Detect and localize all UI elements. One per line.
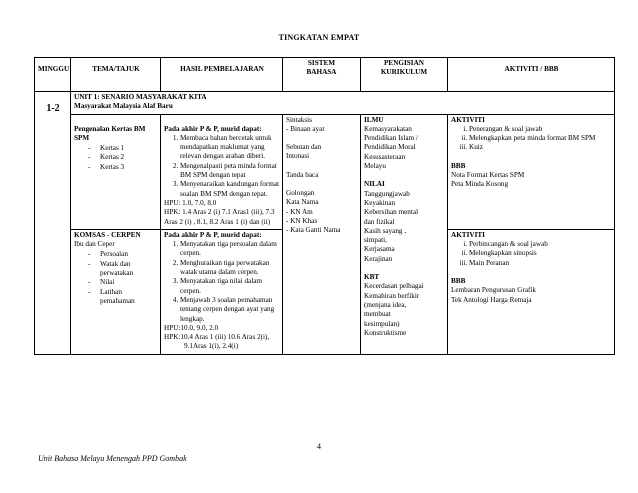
list-item: 1. Menyatakan tiga persoalan dalam cerpen. [180, 240, 280, 259]
hasil-list [164, 240, 280, 324]
list-item: - Nilai [88, 278, 158, 287]
list-item: 1. Membaca bahan bercetak untuk mendapatkan maklumat yang relevan dengan arahan diberi. [180, 134, 280, 162]
list-item: - Persoalan [88, 250, 158, 259]
pengisian-line: Kesusasteraan [364, 152, 406, 161]
pengisian-line: Tanggungjawab [364, 189, 410, 198]
document-title: TINGKATAN EMPAT [278, 33, 360, 42]
list-item: 3. Menyenaraikan kandungan format soalan BM SPM dengan tepat. [180, 180, 280, 199]
list-item: i. Penerangan & soal jawab [469, 125, 612, 134]
footer-text: Unit Bahasa Melayu Menengah PPD Gombak [38, 454, 187, 463]
hasil-hpk-cont: 9.1Aras 1(i), 2.4(i) [184, 342, 239, 351]
pengisian-line: Keyakinan [364, 198, 396, 207]
bbb-line: Peta Minda Kosong [451, 180, 509, 189]
sistem-line: Sebutan dan [286, 143, 322, 152]
header-sistem: SISTEM BAHASA [283, 58, 361, 92]
pengisian-line: Melayu [364, 162, 386, 171]
unit-title: UNIT 1: SENARIO MASYARAKAT KITA [74, 93, 207, 101]
header-aktiviti: AKTIVITI / BBB [448, 58, 615, 92]
list-item: 3. Menyatakan tiga nilai dalam cerpen. [180, 277, 280, 296]
sistem-line: Tanda baca [286, 170, 319, 179]
aktiviti-list [451, 125, 612, 153]
bbb-line: Lembaran Pengurusan Grafik [451, 286, 537, 295]
pengisian-line: kesimpulan) [364, 319, 400, 328]
pengisian-line: dan fizikal [364, 217, 395, 226]
nilai-heading: NILAI [364, 180, 385, 189]
bbb-line: Nota Format Kertas SPM [451, 171, 525, 180]
lesson-plan-table [34, 57, 615, 355]
aktiviti-heading: AKTIVITI [451, 115, 485, 124]
sistem-line: Golongan [286, 189, 315, 198]
hasil-hpu: HPU: 1.0, 7.0, 8.0 [164, 198, 217, 207]
header-tema: TEMA/TAJUK [71, 58, 161, 92]
ilmu-heading: ILMU [364, 115, 384, 124]
list-item: 2. Mengenalpasti peta minda format BM SPM dengan tepat [180, 162, 280, 181]
hasil-hpk: HPK: 1.4 Aras 2 (i) 7.1 Aras1 (iii), 7.3 Aras 2 (i) , 8.1, 8.2 Aras 1 (i) dan (ii) [164, 208, 275, 226]
tema-title: KOMSAS - CERPEN [74, 230, 141, 239]
table-row [35, 114, 615, 229]
sistem-line: - KN Am [286, 207, 313, 216]
pengisian-line: Kemahiran berfikir [364, 291, 420, 300]
aktiviti-list [451, 240, 612, 268]
aktiviti-cell-2 [448, 229, 615, 354]
hasil-heading: Pada akhir P & P, murid dapat: [164, 124, 262, 133]
sistem-line: - KN Khas [286, 216, 318, 225]
bbb-heading: BBB [451, 277, 466, 286]
list-item: i. Perbincangan & soal jawab [469, 240, 612, 249]
pengisian-line: (menjana idea, [364, 300, 407, 309]
week-cell: 1-2 [35, 92, 71, 355]
pengisian-line: Kerjasama [364, 245, 395, 254]
list-item: - Kertas 3 [88, 163, 158, 172]
hasil-cell-2 [161, 229, 283, 354]
list-item: iii. Kuiz [469, 143, 612, 152]
aktiviti-heading: AKTIVITI [451, 230, 485, 239]
header-pengisian: PENGISIAN KURIKULUM [361, 58, 448, 92]
pengisian-line: simpati, [364, 236, 387, 245]
list-item: ii. Melengkapkan sinopsis [469, 249, 612, 258]
tema-title-cont: SPM [74, 133, 90, 142]
hasil-heading: Pada akhir P & P, murid dapat: [164, 230, 262, 239]
list-item: 2. Menghuraikan tiga perwatakan watak utama dalam cerpen. [180, 259, 280, 278]
list-item: - Latihan pemahaman [88, 288, 158, 307]
header-hasil: HASIL PEMBELAJARAN [161, 58, 283, 92]
bbb-line: Tek Antologi Harga Remaja [451, 295, 532, 304]
list-item: - Watak dan perwatakan [88, 260, 158, 279]
pengisian-line: Pendidikan Islam / [364, 134, 418, 143]
unit-title-cell [71, 92, 615, 115]
list-item: - Kertas 2 [88, 153, 158, 162]
tema-cell-2 [71, 229, 161, 354]
unit-row [35, 92, 615, 115]
tema-title-cont: Ibu dan Ceper [74, 240, 115, 249]
unit-subtitle: Masyarakat Malaysia Alaf Baru [74, 102, 173, 111]
sistem-line: Intonasi [286, 152, 310, 161]
kbt-heading: KBT [364, 273, 380, 282]
tema-list [74, 144, 158, 172]
sistem-line: - Kata Ganti Nama [286, 226, 341, 235]
pengisian-cell [361, 114, 448, 354]
sistem-line: - Binaan ayat [286, 124, 325, 133]
tema-cell-1 [71, 114, 161, 229]
sistem-line: Sintaksis [286, 115, 312, 124]
pengisian-line: Kecerdasan pelbagai [364, 282, 424, 291]
pengisian-line: membuat [364, 310, 391, 319]
header-minggu: MINGGU [35, 58, 71, 92]
list-item: iii. Main Peranan [469, 259, 612, 268]
page-number: 4 [317, 442, 321, 451]
aktiviti-cell-1 [448, 114, 615, 229]
pengisian-line: Kemasyarakatan [364, 124, 412, 133]
list-item: - Kertas 1 [88, 144, 158, 153]
hasil-hpu: HPU:10.0, 9.0, 2.0 [164, 323, 219, 332]
pengisian-line: Kebersihan mental [364, 208, 419, 217]
list-item: ii. Melengkapkan peta minda format BM SPM [469, 134, 612, 143]
bbb-heading: BBB [451, 161, 466, 170]
pengisian-line: Kerajinan [364, 254, 393, 263]
header-row [35, 58, 615, 92]
tema-title: Pengenalan Kertas BM [74, 124, 146, 133]
pengisian-line: Konstruktisme [364, 328, 407, 337]
list-item: 4. Menjawab 3 soalan pemahaman tentang cerpen dengan ayat yang lengkap. [180, 296, 280, 324]
tema-list [74, 250, 158, 306]
hasil-list [164, 134, 280, 199]
hasil-hpk: HPK:10.4 Aras 1 (iii) 10.6 Aras 2(i), [164, 333, 270, 342]
pengisian-line: Pendidikan Moral [364, 143, 416, 152]
sistem-cell [283, 114, 361, 354]
pengisian-line: Kasih sayang , [364, 226, 407, 235]
sistem-line: Kata Nama [286, 198, 319, 207]
hasil-cell-1 [161, 114, 283, 229]
